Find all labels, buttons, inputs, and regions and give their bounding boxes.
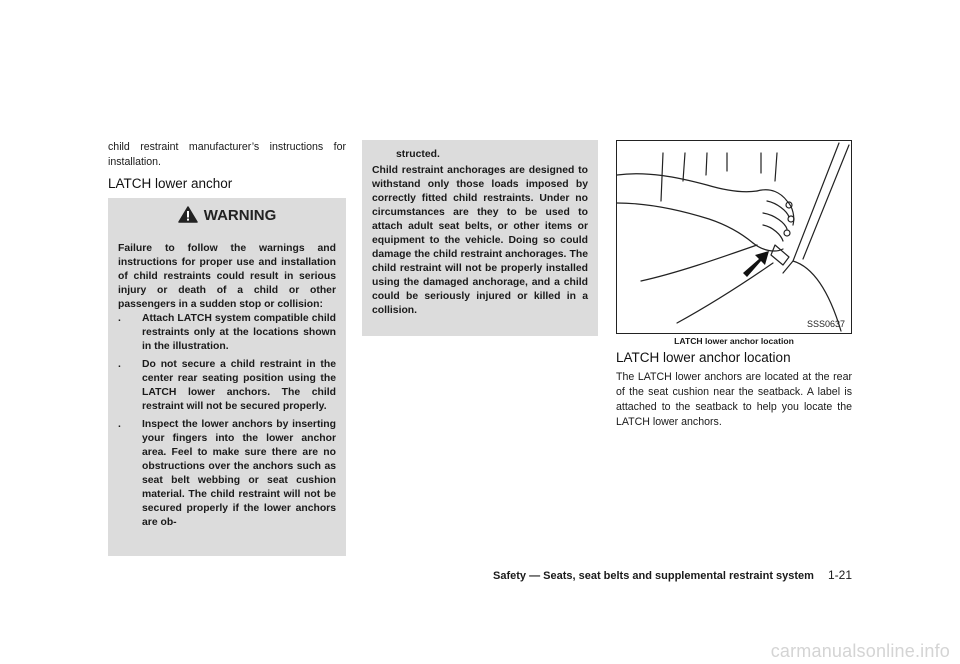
warning-title: [108, 206, 346, 224]
bullet-marker: .: [118, 359, 121, 370]
body-paragraph: The LATCH lower anchors are located at the rear of the seat cushion near the seatback. A label is attached to the seatback to help you locate the LATCH lower anchors.: [616, 371, 852, 428]
warning-bullet: [118, 358, 336, 414]
warning-intro: Failure to follow the warnings and instructions for proper use and installation of child restraints could result in serious injury or death of a child or other passengers in a sudden stop or collision:: [118, 243, 336, 310]
warning-continuation: Child restraint anchorages are designed to withstand only those loads imposed by correctly fitted child restraints. Under no circumstances are they to be used to attach adult seat belts, or other items or equipment to the vehicle. Doing so could damage the child restraint anchorages. The child restraint will not be properly installed using the damaged anchorage, and a child could be seriously injured or killed in a collision.: [372, 165, 588, 316]
bullet-marker: .: [118, 419, 121, 430]
page-footer: [0, 568, 852, 582]
warning-bullet-text: Inspect the lower anchors by inserting your fingers into the lower anchor area. Feel to make sure there are no obstructions over the anchors such as seat belt webbing or seat cushion material. The child restraint will not be secured properly if the lower anchors are ob-: [142, 419, 336, 528]
footer-section-title: Safety — Seats, seat belts and supplemental restraint system: [493, 570, 814, 582]
figure-code: SSS0637: [806, 319, 845, 329]
intro-paragraph: child restraint manufacturer’s instructions for installation.: [108, 141, 346, 168]
warning-box-continued: [362, 140, 598, 336]
warning-bullet-list: [118, 312, 336, 534]
figure-caption: LATCH lower anchor location: [674, 336, 794, 346]
warning-bullet: [118, 312, 336, 354]
hand-seat-illustration: [617, 141, 851, 333]
warning-continuation-first: structed.: [396, 149, 440, 160]
section-heading: LATCH lower anchor location: [616, 350, 791, 365]
warning-bullet-text: Do not secure a child restraint in the center rear seating position using the LATCH lower anchors. The child restraint will not be secured properly.: [142, 359, 336, 412]
section-heading: LATCH lower anchor: [108, 176, 233, 191]
latch-anchor-illustration: [616, 140, 852, 334]
watermark-logo: carmanualsonline.info: [770, 641, 950, 661]
bullet-marker: .: [118, 313, 121, 324]
warning-triangle-icon: [178, 206, 198, 223]
page-number: 1-21: [827, 568, 852, 582]
warning-title-text: WARNING: [203, 207, 277, 224]
warning-box: [108, 198, 346, 556]
warning-bullet: [118, 418, 336, 530]
warning-bullet-text: Attach LATCH system compatible child restraints only at the locations shown in the illustration.: [142, 313, 336, 352]
